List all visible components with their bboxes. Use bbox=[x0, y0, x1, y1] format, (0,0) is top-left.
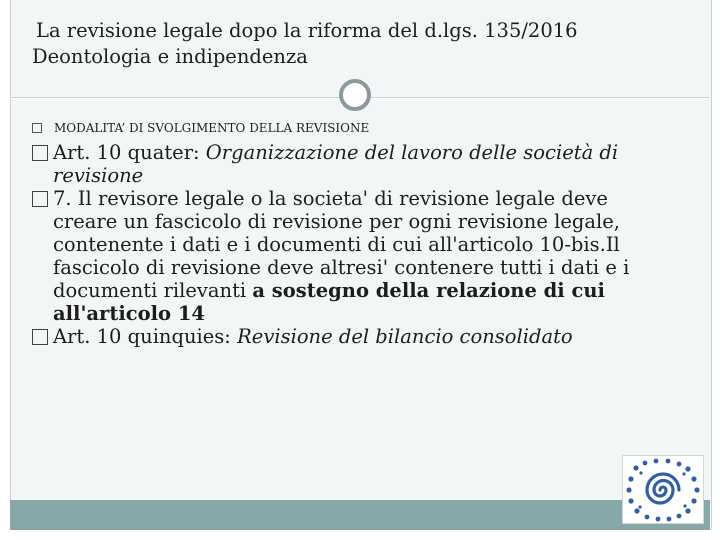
slide-title bbox=[32, 18, 672, 70]
bullet-item bbox=[32, 141, 672, 187]
bullet-italic: Revisione del bilancio consolidato bbox=[237, 325, 573, 348]
bullet-italic: Organizzazione del lavoro delle società di revisione bbox=[53, 141, 619, 187]
checkbox-square-icon bbox=[32, 191, 48, 207]
bullet-prefix: Art. 10 quater: bbox=[53, 141, 206, 164]
spiral-sun-logo bbox=[622, 455, 704, 524]
small-checkbox-icon bbox=[32, 123, 42, 133]
title-line-1: La revisione legale dopo la riforma del d.lgs. 135/2016 bbox=[36, 19, 578, 42]
bullet-bold: a sostegno della relazione di cui all'articolo 14 bbox=[53, 279, 605, 325]
section-heading bbox=[32, 121, 369, 135]
bullet-prefix: Art. 10 quinquies: bbox=[53, 325, 238, 348]
footer-bar bbox=[10, 500, 710, 530]
section-heading-text: MODALITA’ DI SVOLGIMENTO DELLA REVISIONE bbox=[54, 121, 370, 135]
checkbox-square-icon bbox=[32, 145, 48, 161]
logo-svg bbox=[623, 456, 703, 523]
bullet-item bbox=[32, 325, 672, 348]
bullet-list bbox=[32, 141, 672, 348]
bullet-item bbox=[32, 187, 672, 325]
bullet-text bbox=[53, 187, 672, 325]
checkbox-square-icon bbox=[32, 329, 48, 345]
ring-ornament-icon bbox=[339, 79, 371, 111]
title-line-2: Deontologia e indipendenza bbox=[32, 45, 308, 68]
bullet-body: 7. Il revisore legale o la societa' di revisione legale deve creare un fascicolo di revisione per ogni revisione legale, contenente i dati e i documenti di cui all'articolo 10-bis.Il fascicolo di revisione deve altresi' contenere tutti i dati e i documenti rilevanti bbox=[53, 187, 630, 302]
bullet-text bbox=[53, 141, 672, 187]
bullet-text bbox=[53, 325, 672, 348]
